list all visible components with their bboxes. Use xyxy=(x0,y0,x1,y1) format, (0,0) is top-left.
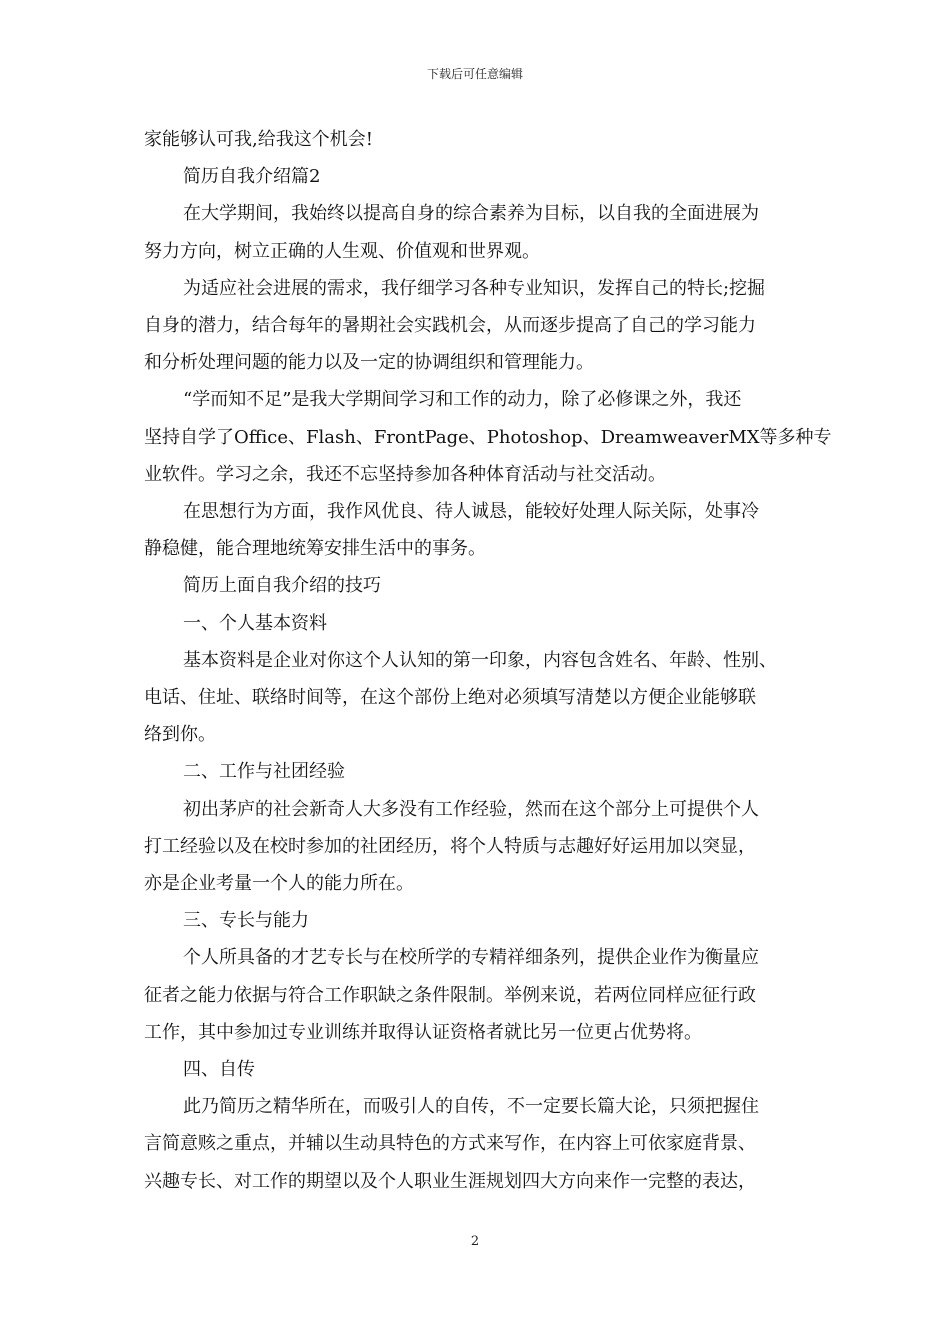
text-line: 努力方向，树立正确的人生观、价值观和世界观。 xyxy=(144,240,540,262)
paragraph xyxy=(144,158,810,195)
text-line: 亦是企业考量一个人的能力所在。 xyxy=(144,873,414,895)
paragraph xyxy=(144,902,810,939)
paragraph xyxy=(144,567,810,604)
text-line: 业软件。学习之余，我还不忘坚持参加各种体育活动与社交活动。 xyxy=(144,463,666,485)
text-line: 工作，其中参加过专业训练并取得认证资格者就比另一位更占优势将。 xyxy=(144,1021,702,1043)
paragraph xyxy=(144,1051,810,1088)
text-line: 个人所具备的才艺专长与在校所学的专精祥细条列，提供企业作为衡量应 xyxy=(183,947,759,969)
text-line: 打工经验以及在校时参加的社团经历，将个人特质与志趣好好运用加以突显， xyxy=(144,835,756,857)
paragraph xyxy=(144,270,810,382)
paragraph xyxy=(144,753,810,790)
text-line: 电话、住址、联络时间等，在这个部份上绝对必须填写清楚以方便企业能够联 xyxy=(144,687,756,709)
page-number: 2 xyxy=(470,1234,480,1249)
text-line: 兴趣专长、对工作的期望以及个人职业生涯规划四大方向来作一完整的表达， xyxy=(144,1170,756,1192)
text-line: 和分析处理问题的能力以及一定的协调组织和管理能力。 xyxy=(144,352,594,374)
text-line: 此乃简历之精华所在，而吸引人的自传，不一定要长篇大论，只须把握住 xyxy=(183,1096,759,1118)
text-line: 三、专长与能力 xyxy=(183,910,309,932)
paragraph xyxy=(144,1088,810,1200)
text-line: 基本资料是企业对你这个人认知的第一印象，内容包含姓名、年龄、性别、 xyxy=(183,649,777,671)
text-line: 言简意赅之重点，并辅以生动具特色的方式来写作，在内容上可依家庭背景、 xyxy=(144,1133,756,1155)
text-line: 四、自传 xyxy=(183,1059,255,1081)
paragraph xyxy=(144,939,810,1051)
text-line: 在思想行为方面，我作风优良、待人诚恳，能较好处理人际关际，处事冷 xyxy=(183,501,759,523)
text-line: 静稳健，能合理地统筹安排生活中的事务。 xyxy=(144,538,486,560)
paragraph xyxy=(144,493,810,567)
paragraph xyxy=(144,791,810,903)
paragraph xyxy=(144,605,810,642)
text-line: 一、个人基本资料 xyxy=(183,612,327,634)
text-line: 在大学期间，我始终以提高自身的综合素养为目标，以自我的全面进展为 xyxy=(183,203,759,225)
paragraph xyxy=(144,195,810,269)
page-header: 下载后可任意编辑 xyxy=(426,67,523,81)
text-line: 自身的潜力，结合每年的暑期社会实践机会，从而逐步提高了自己的学习能力 xyxy=(144,315,756,337)
text-line: 家能够认可我,给我这个机会! xyxy=(144,129,373,150)
text-line: 二、工作与社团经验 xyxy=(183,761,345,783)
text-line: “学而知不足”是我大学期间学习和工作的动力，除了必修课之外，我还 xyxy=(183,389,742,411)
text-line: 为适应社会进展的需求，我仔细学习各种专业知识，发挥自己的特长;挖掘 xyxy=(183,277,766,299)
text-line: 络到你。 xyxy=(144,724,216,746)
document-body xyxy=(144,121,832,1200)
paragraph xyxy=(144,381,832,493)
text-line: 坚持自学了Office、Flash、FrontPage、Photoshop、DreamweaverMX等多种专 xyxy=(144,426,832,448)
text-line: 征者之能力依据与符合工作职缺之条件限制。举例来说，若两位同样应征行政 xyxy=(144,984,756,1006)
text-line: 简历自我介绍篇2 xyxy=(183,166,321,188)
text-line: 简历上面自我介绍的技巧 xyxy=(183,575,381,597)
paragraph xyxy=(144,121,810,158)
text-line: 初出茅庐的社会新奇人大多没有工作经验，然而在这个部分上可提供个人 xyxy=(183,798,759,820)
paragraph xyxy=(144,642,810,754)
